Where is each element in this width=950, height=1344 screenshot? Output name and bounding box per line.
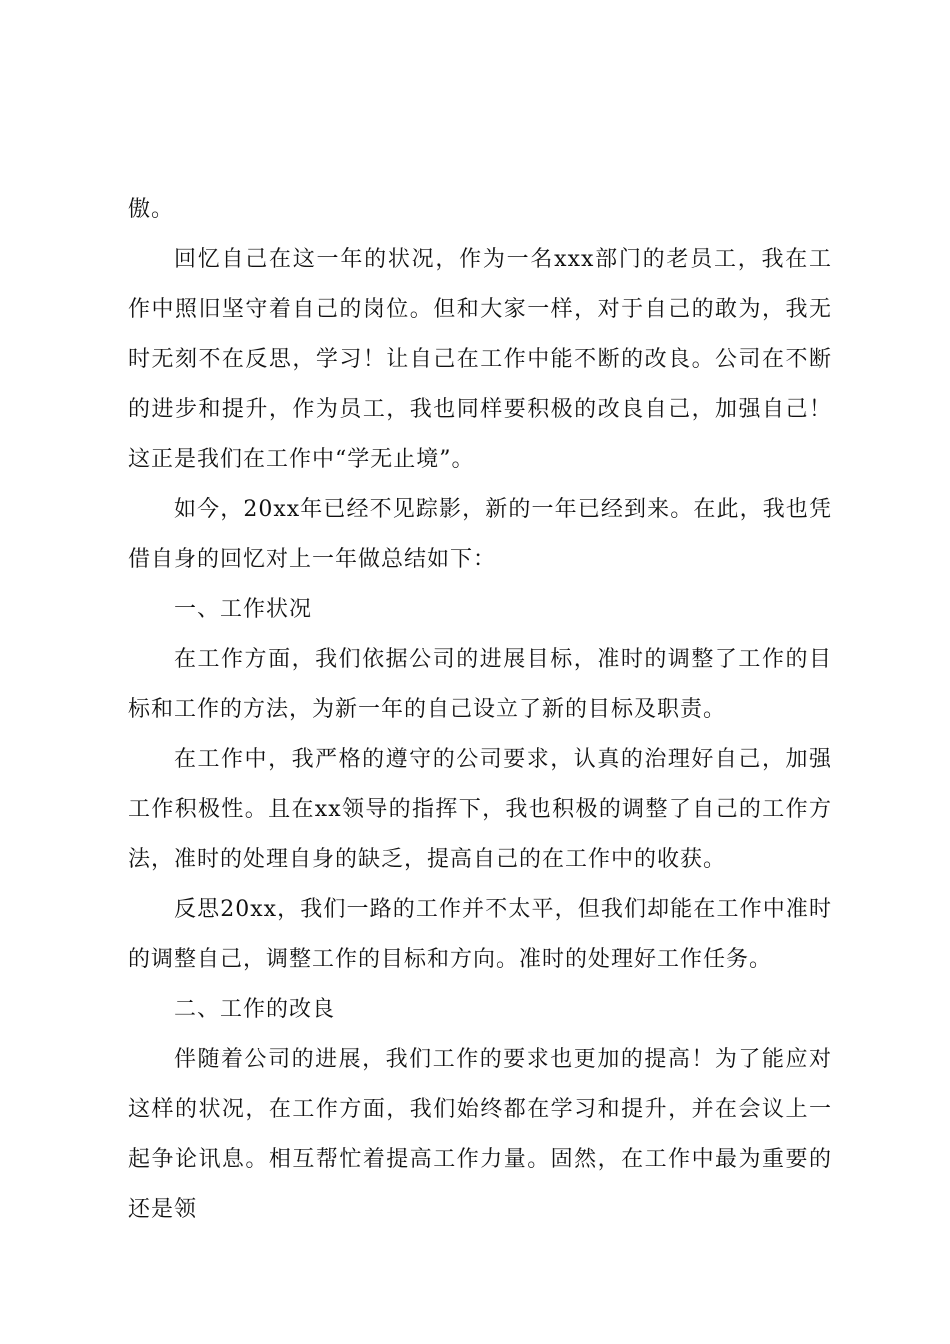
paragraph-summary-intro: 如今，20xx年已经不见踪影，新的一年已经到来。在此，我也凭借自身的回忆对上一年做总结如下： — [128, 497, 832, 572]
paragraph-reflection: 回忆自己在这一年的状况，作为一名xxx部门的老员工，我在工作中照旧坚守着自己的岗位。但和大家一样，对于自己的敢为，我无时无刻不在反思，学习！让自己在工作中能不断的改良。公司在不断的进步和提升，作为员工，我也同样要积极的改良自己，加强自己！这正是我们在工作中“学无止境”。 — [128, 247, 832, 472]
section-heading-work-improvement: 二、工作的改良 — [174, 997, 336, 1022]
paragraph-work-review: 反思20xx，我们一路的工作并不太平，但我们却能在工作中准时的调整自己，调整工作的目标和方向。准时的处理好工作任务。 — [128, 897, 832, 972]
paragraph-work-goals: 在工作方面，我们依据公司的进展目标，准时的调整了工作的目标和工作的方法，为新一年的自己设立了新的目标及职责。 — [128, 647, 832, 722]
paragraph-improvement-details: 伴随着公司的进展，我们工作的要求也更加的提高！为了能应对这样的状况，在工作方面，我们始终都在学习和提升，并在会议上一起争论讯息。相互帮忙着提高工作力量。固然，在工作中最为重要的还是领 — [128, 1047, 832, 1222]
paragraph-work-discipline: 在工作中，我严格的遵守的公司要求，认真的治理好自己，加强工作积极性。且在xx领导的指挥下，我也积极的调整了自己的工作方法，准时的处理自身的缺乏，提高自己的在工作中的收获。 — [128, 747, 832, 872]
document-body — [128, 185, 832, 1235]
paragraph-continuation: 傲。 — [128, 197, 175, 222]
section-heading-work-status: 一、工作状况 — [174, 597, 313, 622]
